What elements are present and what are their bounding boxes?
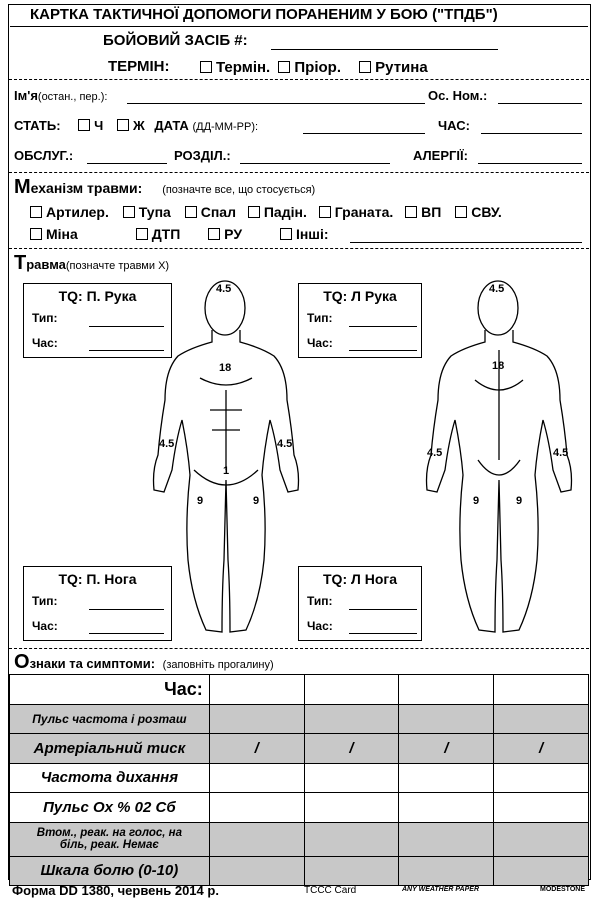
table-row xyxy=(10,856,589,886)
pulse-ox-cell[interactable] xyxy=(399,793,494,823)
checkbox-grenade[interactable] xyxy=(319,206,331,218)
tq-left-arm-box: TQ: Л Рука Тип: Час: xyxy=(298,283,422,358)
bp-cell[interactable]: / xyxy=(399,734,494,764)
tq-right-leg-time-field[interactable] xyxy=(89,633,164,634)
tccc-card-label: TCCC Card xyxy=(304,885,357,896)
tq-left-arm-time-field[interactable] xyxy=(349,350,417,351)
time-label: ЧАС: xyxy=(438,118,470,133)
time-cell[interactable] xyxy=(209,675,304,705)
symptoms-title: Ознаки та симптоми: (заповніть прогалину) xyxy=(14,651,274,673)
name-label: Ім'я(остан., пер.): xyxy=(14,88,108,103)
back-body-outline xyxy=(427,281,572,632)
mechanism-title: Механізм травми: (позначте все, що стосується) xyxy=(14,176,316,198)
term-options xyxy=(200,59,428,76)
unit-label: РОЗДІЛ.: xyxy=(174,148,231,163)
tq-right-leg-box: TQ: П. Нога Тип: Час: xyxy=(23,566,172,641)
pain-scale-label: Шкала болю (0-10) xyxy=(10,856,210,886)
table-row xyxy=(10,822,589,856)
checkbox-mvc[interactable] xyxy=(136,228,148,240)
table-row xyxy=(10,734,589,764)
front-left-arm-number: 4.5 xyxy=(277,438,293,450)
resp-cell[interactable] xyxy=(494,763,589,793)
pulse-ox-cell[interactable] xyxy=(304,793,399,823)
checkbox-artillery[interactable] xyxy=(30,206,42,218)
checkbox-other[interactable] xyxy=(280,228,292,240)
resp-cell[interactable] xyxy=(304,763,399,793)
checkbox-urgent[interactable] xyxy=(200,61,212,73)
avpu-label: Втом., реак. на голос, на біль, реак. Немає xyxy=(10,822,210,856)
back-torso-number: 18 xyxy=(492,360,505,372)
checkbox-ied[interactable] xyxy=(455,206,467,218)
pain-cell[interactable] xyxy=(209,856,304,886)
time-cell[interactable] xyxy=(399,675,494,705)
divider xyxy=(9,172,589,173)
time-cell[interactable] xyxy=(494,675,589,705)
tq-right-arm-type-field[interactable] xyxy=(89,326,164,327)
table-row xyxy=(10,704,589,734)
resp-cell[interactable] xyxy=(399,763,494,793)
pulse-cell[interactable] xyxy=(494,704,589,734)
resp-cell[interactable] xyxy=(209,763,304,793)
tq-right-arm-time-field[interactable] xyxy=(89,350,164,351)
back-right-arm-number: 4.5 xyxy=(553,447,569,459)
service-label: ОБСЛУГ.: xyxy=(14,148,74,163)
pain-cell[interactable] xyxy=(304,856,399,886)
symptoms-time-label: Час: xyxy=(10,675,210,705)
mechanism-row-2: Міна ДТП РУ Інші: xyxy=(30,226,329,242)
front-head-number: 4.5 xyxy=(216,283,232,295)
front-torso-number: 18 xyxy=(219,362,232,374)
pulse-cell[interactable] xyxy=(304,704,399,734)
symptoms-table xyxy=(9,674,589,886)
date-field[interactable] xyxy=(303,133,425,134)
tq-right-arm-box: TQ: П. Рука Тип: Час: xyxy=(23,283,172,358)
sex-row: СТАТЬ: Ч Ж ДАТА (ДД-ММ-РР): xyxy=(14,118,259,133)
term-label: ТЕРМІН: xyxy=(108,58,170,75)
term-urgent-label: Термін. xyxy=(216,59,271,76)
checkbox-fall[interactable] xyxy=(248,206,260,218)
front-left-leg-number: 9 xyxy=(253,495,260,507)
bp-cell[interactable]: / xyxy=(494,734,589,764)
form-number: Форма DD 1380, червень 2014 р. xyxy=(12,883,219,898)
id-label: Ос. Ном.: xyxy=(428,88,488,103)
avpu-cell[interactable] xyxy=(209,822,304,856)
time-cell[interactable] xyxy=(304,675,399,705)
pulse-ox-label: Пульс Ох % 02 Сб xyxy=(10,793,210,823)
bp-cell[interactable]: / xyxy=(209,734,304,764)
bp-cell[interactable]: / xyxy=(304,734,399,764)
avpu-cell[interactable] xyxy=(494,822,589,856)
checkbox-burn[interactable] xyxy=(185,206,197,218)
pulse-rate-label: Пульс частота і розташ xyxy=(10,704,210,734)
blood-pressure-label: Артеріальний тиск xyxy=(10,734,210,764)
tq-right-leg-type-field[interactable] xyxy=(89,609,164,610)
checkbox-female[interactable] xyxy=(117,119,129,131)
divider xyxy=(9,79,589,80)
time-field[interactable] xyxy=(481,133,582,134)
term-routine-label: Рутина xyxy=(375,59,428,76)
checkbox-priority[interactable] xyxy=(278,61,290,73)
card-title: КАРТКА ТАКТИЧНОЇ ДОПОМОГИ ПОРАНЕНИМ У БОЮ ("ТПДБ") xyxy=(30,6,498,23)
respiratory-rate-label: Частота дихання xyxy=(10,763,210,793)
name-field[interactable] xyxy=(127,103,425,104)
tq-left-arm-type-field[interactable] xyxy=(349,326,417,327)
back-head-number: 4.5 xyxy=(489,283,505,295)
avpu-cell[interactable] xyxy=(304,822,399,856)
service-field[interactable] xyxy=(87,163,167,164)
tq-left-leg-time-field[interactable] xyxy=(349,633,417,634)
pain-cell[interactable] xyxy=(494,856,589,886)
front-right-leg-number: 9 xyxy=(197,495,204,507)
vehicle-field[interactable] xyxy=(271,49,498,50)
avpu-cell[interactable] xyxy=(399,822,494,856)
checkbox-blunt[interactable] xyxy=(123,206,135,218)
back-right-leg-number: 9 xyxy=(516,495,523,507)
unit-field[interactable] xyxy=(240,163,390,164)
term-priority-label: Пріор. xyxy=(294,59,341,76)
id-field[interactable] xyxy=(498,103,582,104)
other-field[interactable] xyxy=(350,242,582,243)
checkbox-male[interactable] xyxy=(78,119,90,131)
checkbox-landmine[interactable] xyxy=(30,228,42,240)
pulse-ox-cell[interactable] xyxy=(494,793,589,823)
divider xyxy=(9,648,589,649)
vehicle-label: БОЙОВИЙ ЗАСІБ #: xyxy=(103,32,248,49)
title-underline xyxy=(10,26,588,27)
front-body-outline xyxy=(154,281,299,632)
divider xyxy=(9,248,589,249)
table-row xyxy=(10,675,589,705)
tq-left-leg-box: TQ: Л Нога Тип: Час: xyxy=(298,566,422,641)
pulse-ox-cell[interactable] xyxy=(209,793,304,823)
checkbox-gsw[interactable] xyxy=(405,206,417,218)
table-row xyxy=(10,793,589,823)
mechanism-row-1: Артилер. Тупа Спал Падін. Граната. ВП СВУ. xyxy=(30,204,502,220)
injury-title: Травма(позначте травми X) xyxy=(14,252,170,274)
pulse-cell[interactable] xyxy=(209,704,304,734)
pulse-cell[interactable] xyxy=(399,704,494,734)
table-row xyxy=(10,763,589,793)
tq-left-leg-type-field[interactable] xyxy=(349,609,417,610)
pain-cell[interactable] xyxy=(399,856,494,886)
brand-logo-2: MODESTONE xyxy=(540,886,585,893)
front-groin-number: 1 xyxy=(223,465,230,477)
checkbox-routine[interactable] xyxy=(359,61,371,73)
checkbox-rpg[interactable] xyxy=(208,228,220,240)
front-right-arm-number: 4.5 xyxy=(159,438,175,450)
allergy-field[interactable] xyxy=(478,163,582,164)
brand-logo: ANY WEATHER PAPER xyxy=(402,886,480,893)
back-left-arm-number: 4.5 xyxy=(427,447,443,459)
allergy-label: АЛЕРГІЇ: xyxy=(413,148,468,163)
back-left-leg-number: 9 xyxy=(473,495,480,507)
